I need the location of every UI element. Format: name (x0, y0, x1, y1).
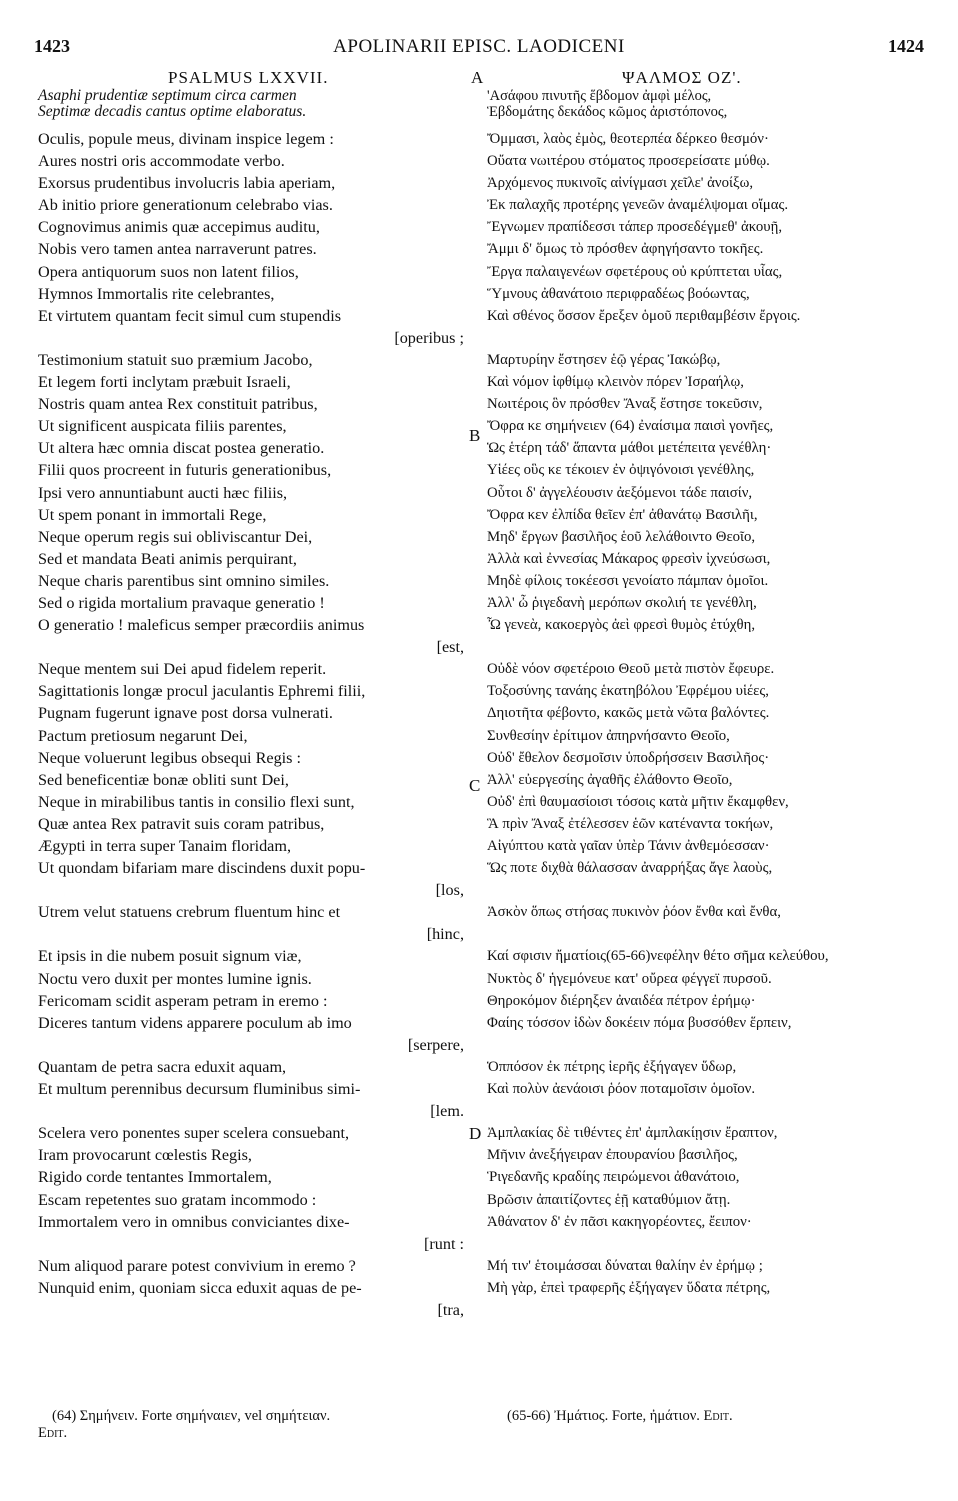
latin-psalm-title: PSALMUS LXXVII. (168, 68, 329, 87)
greek-verse-lines (487, 128, 927, 1321)
verse-line: Ἐκ παλαχῆς προτέρης γενεῶν ἀναμέλψομαι οἴμας. (487, 197, 789, 214)
verse-line: O generatio ! maleficus semper præcordiis animus (38, 616, 365, 635)
verse-line: Συνθεσίην ἐρίτιμον ἀπηρνήσαντο Θεοῖο, (487, 727, 730, 744)
blank-line (487, 1100, 927, 1122)
verse-line: Υἱέες οὓς κε τέκοιεν ἐν ὀψιγόνοισι γενέθλης, (487, 462, 755, 479)
verse-line: Ut quondam bifariam mare discindens duxit popu- (38, 859, 366, 878)
verse-line: Ægypti in terra super Tanaim floridam, (38, 837, 292, 855)
verse-line: Φαίης τόσσον ἰδὼν δοκέειν πόμα βυσσόθεν ἕρπειν, (487, 1014, 792, 1031)
verse-line: Ἃ πρὶν Ἄναξ ἐτέλεσσεν ἑῶν κατέναντα τοκήων, (487, 815, 774, 832)
verse-line: Οὐδ' ἐπὶ θαυμασίοισι τόσοις κατὰ μῆτιν ἔκαμφθεν, (487, 793, 789, 810)
verse-line: Ipsi vero annuntiabunt aucti hæc filiis, (38, 483, 288, 502)
blank-line (487, 879, 927, 901)
verse-line: Nobis vero tamen antea narraverunt patres. (38, 240, 317, 259)
blank-line (487, 1034, 927, 1056)
blank-line (487, 1299, 927, 1321)
verse-line: Ἄμμι δ' ὅμως τὸ πρόσθεν ἀφηγήσαντο τοκῆες. (487, 241, 764, 258)
verse-line: Ἔγνωμεν πραπίδεσσι τάπερ προσεδέγμεθ' ἀκουῇ, (487, 219, 783, 236)
verse-line: Neque voluerunt legibus obsequi Regis : (38, 748, 302, 767)
verse-line: Oculis, popule meus, divinam inspice legem : (38, 130, 334, 148)
verse-line: Οὔατα νωιτέρου στόματος προσερείσατε μύθῳ. (487, 153, 770, 170)
verse-line: Nostris quam antea Rex constituit patribus, (38, 395, 318, 414)
verse-line: [runt : (423, 1234, 464, 1253)
verse-line: Οὗτοι δ' ἀγγελέουσιν ἀεξόμενοι τάδε παισίν, (487, 484, 753, 501)
verse-line: Exorsus prudentibus involucris labia aperiam, (38, 174, 336, 193)
verse-line: Ὦ γενεὰ, κακοεργὸς ἀεὶ φρεσὶ θυμὸς ἐτύχθη, (487, 617, 756, 634)
verse-line: Ἀλλὰ καὶ ἐννεσίας Μάκαρος φρεσὶν ἰχνεύσωσι, (487, 550, 771, 567)
section-marker-a: A (471, 68, 484, 87)
greek-column (487, 68, 927, 1321)
verse-line: Μαρτυρίην ἔστησεν ἑῷ γέρας Ἰακώβῳ, (487, 351, 721, 368)
verse-line: Ἀμπλακίας δὲ τιθέντες ἐπ' ἀμπλακίῃσιν ἔραπτον, (487, 1125, 778, 1142)
section-marker-d: D (469, 1124, 482, 1143)
verse-line: Νυκτὸς δ' ἡγεμόνευε κατ' οὔρεα φέγγεϊ πυρσοῦ. (487, 970, 772, 987)
verse-line: Pugnam fugerunt ignave post dorsa vulnerati. (38, 704, 333, 723)
verse-line: Μῆνιν ἀνεξήγειραν ἐπουρανίου βασιλῆος, (487, 1147, 738, 1164)
verse-line: Μὴ γὰρ, ἐπεὶ τραφερῆς ἐξήγαγεν ὕδατα πέτρης, (487, 1279, 771, 1296)
verse-line: Ἀρχόμενος πυκινοῖς αἰνίγμασι χεῖλε' ἀνοίξω, (487, 175, 754, 192)
verse-line: Et ipsis in die nubem posuit signum viæ, (38, 947, 302, 966)
verse-line: Et legem forti inclytam præbuit Israeli, (38, 373, 291, 392)
verse-line: Καὶ νόμον ἰφθίμῳ κλεινὸν πόρεν Ἰσραήλῳ, (487, 374, 744, 391)
verse-line: Immortalem vero in omnibus conviciantes dixe- (38, 1212, 350, 1231)
verse-line: Τοξοσύνης τανάης ἑκατηβόλου Ἐφρέμου υἱέες, (487, 683, 769, 700)
page-number-left: 1423 (34, 36, 70, 56)
verse-line: Utrem velut statuens crebrum fluentum hinc et (38, 903, 341, 922)
verse-line: Et multum perennibus decursum fluminibus simi- (38, 1080, 361, 1099)
footnote-left-text: (64) Σημήνειν. Forte σημήναιεν, vel σημήτειαν. (52, 1408, 331, 1424)
blank-line (487, 1233, 927, 1255)
verse-line: Καὶ πολὺν ἀενάοισι ῥόον ποταμοῖσιν ὁμοῖον. (487, 1081, 756, 1098)
verse-line: Νωιτέροις ὃν πρόσθεν Ἄναξ ἔστησε τοκεῦσιν, (487, 396, 763, 413)
verse-line: Θηροκόμον διέρηξεν ἀναιδέα πέτρον ἐρήμῳ· (487, 992, 756, 1009)
verse-line: [lem. (430, 1102, 464, 1121)
verse-line: Ὁππόσον ἐκ πέτρης ἱερῆς ἐξήγαγεν ὕδωρ, (487, 1058, 737, 1075)
verse-line: Cognovimus animis quæ accepimus auditu, (38, 218, 320, 237)
verse-line: Rigido corde tentantes Immortalem, (38, 1168, 272, 1187)
verse-line: Neque operum regis sui obliviscantur Dei, (38, 527, 313, 546)
verse-line: [serpere, (407, 1035, 464, 1054)
verse-line: Μή τιν' ἑτοιμάσσαι δύναται θαλίην ἐν ἐρήμῳ ; (487, 1257, 763, 1274)
footnote-right-text: (65-66) Ἠμάτιος. Forte, ἠμάτιον. (507, 1408, 700, 1424)
footnote-left-editor: Edit. (38, 1425, 68, 1441)
verse-line: [los, (435, 881, 464, 900)
footnote-right (507, 1408, 927, 1425)
verse-line: Num aliquod parare potest convivium in eremo ? (38, 1256, 356, 1275)
verse-line: Οὐδ' ἔθελον δεσμοῖσιν ὑποδρήσσειν Βασιλῆος· (487, 749, 770, 766)
verse-line: [hinc, (426, 925, 464, 944)
verse-line: [operibus ; (394, 328, 464, 347)
verse-line: Neque charis parentibus sint omnino similes. (38, 571, 330, 590)
verse-line: Καὶ σθένος ὅσσον ἔρεξεν ὁμοῦ περιθαμβέσιν ἔργοις. (487, 307, 801, 324)
verse-line: Ῥιγεδανῆς κραδίης πειρώμενοι ἀθανάτοιο, (487, 1169, 740, 1186)
verse-line: Nunquid enim, quoniam sicca eduxit aquas de pe- (38, 1278, 362, 1297)
verse-line: Ut altera hæc omnia discat postea generatio. (38, 439, 325, 458)
verse-line: Aures nostri oris accommodate verbo. (38, 152, 285, 171)
verse-line: Testimonium statuit suo præmium Jacobo, (38, 350, 313, 369)
verse-line: Sed o rigida mortalium pravaque generatio ! (38, 593, 325, 612)
verse-line: Ὡς ἑτέρη τάδ' ἅπαντα μάθοι μετέπειτα γενέθλη· (487, 440, 772, 457)
verse-line: Δηιοτῆτα φέβοντο, κακῶς μετὰ νῶτα βαλόντες. (487, 705, 770, 722)
verse-line: Ὄμμασι, λαὸς ἐμὸς, θεοτερπέα δέρκεο θεσμόν· (487, 131, 769, 147)
verse-line: Fericomam scidit asperam petram in eremo : (38, 991, 328, 1010)
verse-line: Opera antiquorum suos non latent filios, (38, 262, 299, 281)
verse-line: Ἀσκὸν ὅπως στήσας πυκινὸν ῥόον ἔνθα καὶ ἔνθα, (487, 904, 781, 921)
verse-line: Neque in mirabilibus tantis in consilio flexi sunt, (38, 792, 355, 811)
verse-line: [tra, (437, 1300, 464, 1319)
verse-line: Ἔργα παλαιγενέων σφετέρους οὐ κρύπτεται υἷας, (487, 263, 783, 280)
verse-line: Sed beneficentiæ bonæ obliti sunt Dei, (38, 770, 289, 789)
verse-line: Ἀλλ' ὦ ῥιγεδανὴ μερόπων σκολιή τε γενέθλη, (487, 594, 757, 611)
verse-line: Pactum pretiosum negarunt Dei, (38, 726, 248, 745)
verse-line: Hymnos Immortalis rite celebrantes, (38, 284, 275, 303)
verse-line: Καί σφισιν ἤματίοις(65-66)νεφέλην θέτο σῆμα κελεύθου, (487, 948, 829, 965)
section-marker-c: C (469, 776, 481, 795)
greek-subtitle-line: 'Ασάφου πινυτῆς ἕβδομον ἀμφὶ μέλος, (487, 88, 712, 104)
verse-line: Ὥς ποτε διχθὰ θάλασσαν ἀναρρήξας ἄγε λαοὺς, (487, 860, 773, 877)
verse-line: Filii quos procreent in futuris generationibus, (38, 461, 332, 480)
latin-subtitle-line: Septimæ decadis cantus optime elaboratus. (38, 103, 307, 120)
footnote-left (38, 1408, 458, 1442)
verse-line: Ὄφρα κε σημήνειεν (64) ἐναίσιμα παισὶ γονῆες, (487, 418, 774, 435)
verse-line: Sed et mandata Beati animis perquirant, (38, 549, 297, 568)
verse-line: Αἰγύπτου κατὰ γαῖαν ὑπὲρ Τάνιν ἀνθεμόεσσαν· (487, 838, 770, 854)
verse-line: Ὕμνους ἀθανάτοιο περιφραδέως βοόωντας, (487, 285, 750, 302)
verse-line: Sagittationis longæ procul jaculantis Ephremi filii, (38, 682, 366, 701)
latin-subtitle-line: Asaphi prudentiæ septimum circa carmen (38, 87, 297, 104)
verse-line: Ab initio priore generationum celebrabo vias. (38, 196, 333, 215)
verse-line: Et virtutem quantam fecit simul cum stupendis (38, 306, 342, 325)
verse-line: Μηδ' ἔργων βασιλῆος ἑοῦ λελάθοιντο Θεοῖο, (487, 528, 756, 545)
greek-psalm-title: ΨΑΛΜΟΣ ΟΖ'. (622, 68, 742, 87)
page-number-right: 1424 (888, 36, 924, 56)
verse-line: Iram provocarunt cœlestis Regis, (38, 1146, 252, 1165)
verse-line: Quantam de petra sacra eduxit aquam, (38, 1057, 287, 1076)
verse-line: Diceres tantum videns apparere poculum ab imo (38, 1013, 352, 1032)
verse-line: [est, (436, 638, 464, 657)
blank-line (487, 636, 927, 658)
verse-line: Ἀλλ' εὐεργεσίης ἀγαθῆς ἐλάθοντο Θεοῖο, (487, 771, 733, 788)
verse-line: Scelera vero ponentes super scelera consuebant, (38, 1124, 350, 1143)
verse-line: Βρῶσιν ἀπαιτίζοντες ἑῇ καταθύμιον ἄτῃ. (487, 1191, 731, 1208)
latin-column (38, 68, 481, 1321)
verse-line: Quæ antea Rex patravit suis coram patribus, (38, 814, 325, 833)
verse-line: Ἀθάνατον δ' ἐν πᾶσι κακηγορέοντες, ἔειπον· (487, 1213, 752, 1230)
greek-subtitle-line: Ἑβδομάτης δεκάδος κῶμος ἀριστόπονος, (487, 104, 728, 120)
verse-line: Μηδὲ φίλοις τοκέεσσι γενοίατο πάμπαν ὁμοῖοι. (487, 572, 769, 589)
blank-line (487, 327, 927, 349)
verse-line: Οὐδὲ νόον σφετέροιο Θεοῦ μετὰ πιστὸν ἔφευρε. (487, 661, 775, 678)
verse-line: Noctu vero duxit per montes lumine ignis. (38, 969, 312, 988)
footnote-right-editor: Edit. (703, 1408, 733, 1424)
verse-line: Ut spem ponant in immortali Rege, (38, 505, 267, 524)
verse-line: Neque mentem sui Dei apud fidelem reperit. (38, 660, 327, 679)
verse-line: Ὄφρα κεν ἐλπίδα θεῖεν ἐπ' ἀθανάτῳ Βασιλῆι, (487, 506, 758, 523)
latin-verse-lines (38, 128, 481, 1321)
blank-line (487, 923, 927, 945)
verse-line: Escam repetentes suo gratam incommodo : (38, 1190, 317, 1209)
running-title: APOLINARII EPISC. LAODICENI (333, 36, 625, 57)
verse-line: Ut significent auspicata filiis parentes, (38, 417, 287, 436)
section-marker-b: B (469, 426, 481, 445)
